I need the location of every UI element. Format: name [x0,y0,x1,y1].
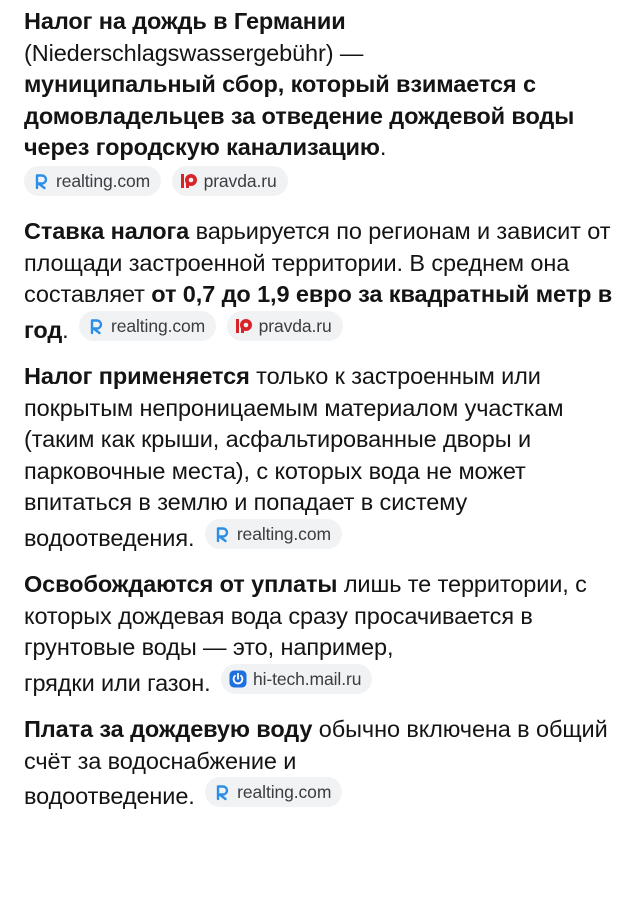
paragraph-text: водоотведение. [24,783,195,809]
paragraph-heading: Ставка налога [24,218,190,244]
paragraph-text: . [379,134,387,160]
source-chip-hitech[interactable] [221,664,372,694]
source-chip-label: realting.com [237,782,332,802]
source-chip-pravda[interactable] [172,166,288,196]
paragraph-highlight: муниципальный сбор, который взимается с домовладельцев за отведение дождевой воды через городскую канализацию [24,71,575,160]
pravda-logo-icon [235,317,253,335]
source-chip-realting[interactable] [205,777,342,807]
source-chip-pravda[interactable] [227,311,343,341]
source-chip-label: realting.com [236,523,331,544]
paragraph-text: водоотведения. [24,524,195,551]
source-chip-label: pravda.ru [203,170,277,191]
hitech-power-icon [229,670,247,688]
paragraph-text: . [62,316,69,343]
paragraph-heading: Налог применяется [24,363,250,389]
paragraph-billing [24,714,616,813]
realting-logo-icon [213,783,231,801]
source-chip-row [24,166,616,202]
paragraph-exemptions [24,569,616,699]
realting-logo-icon [32,172,50,190]
paragraph-text: обычно включена в общий счёт за водоснабжение и [24,716,608,774]
paragraph-heading: Налог на дождь в Германии [24,8,346,34]
paragraph-heading: Плата за дождевую воду [24,716,313,742]
source-chip-label: realting.com [56,170,151,191]
source-chip-realting[interactable] [79,311,216,341]
paragraph-tax-rate [24,216,616,346]
paragraph-text: только к застроенным или покрытым непроницаемым материалом участкам (таким как крыши, асфальтированные дворы и парковочные места), с которых вода не может впитаться в землю и попадает в систему [24,363,564,515]
paragraph-tax-applies [24,361,616,554]
source-chip-label: pravda.ru [258,315,332,336]
source-chip-realting[interactable] [205,519,342,549]
source-chip-realting[interactable] [24,166,161,196]
paragraph-heading: Освобождаются от уплаты [24,571,338,597]
pravda-logo-icon [180,172,198,190]
source-chip-label: realting.com [111,315,206,336]
paragraph-rain-tax-definition [24,6,616,201]
realting-logo-icon [213,525,231,543]
paragraph-text: лишь те территории, с которых дождевая вода сразу просачивается в грунтовые воды — это, например, [24,571,587,660]
realting-logo-icon [87,317,105,335]
source-chip-label: hi-tech.mail.ru [252,668,362,689]
paragraph-text: грядки или газон. [24,669,211,696]
paragraph-highlight: от 0,7 до 1,9 евро за квадратный метр в год [24,281,613,343]
paragraph-text: варьируется по регионам и зависит от площади застроенной территории. В среднем она составляет [24,218,611,307]
paragraph-text: (Niederschlagswassergebühr) — [24,39,364,66]
